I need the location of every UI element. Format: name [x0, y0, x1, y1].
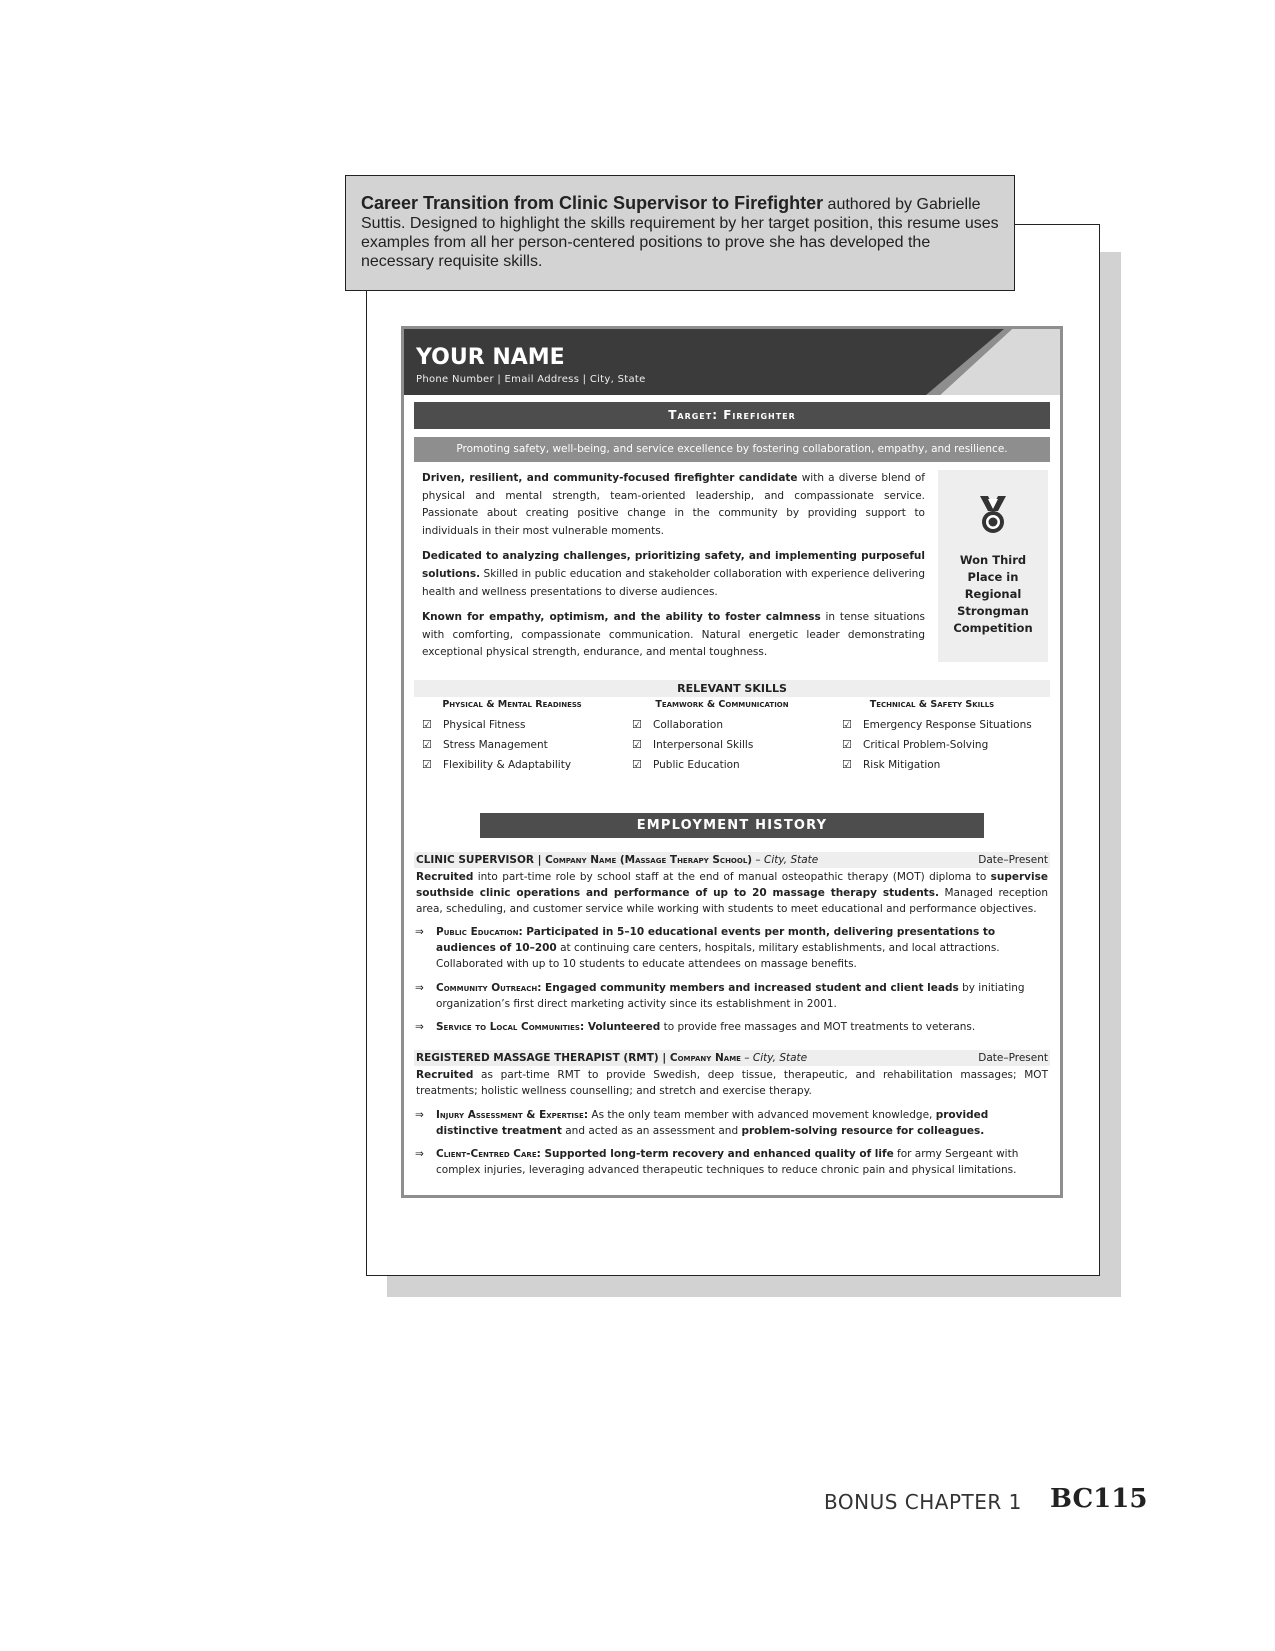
checkbox-icon: ☑ — [632, 718, 642, 731]
skill-label: Flexibility & Adaptability — [443, 759, 572, 771]
bullet-highlight: Engaged community members and increased student and client leads — [541, 981, 959, 994]
skill-label: Public Education — [653, 759, 740, 771]
caption-title: Career Transition from Clinic Supervisor to Firefighter — [361, 193, 824, 213]
bullet-highlight: Volunteered — [584, 1021, 661, 1034]
bullet-label: Injury Assessment & Expertise: — [436, 1108, 589, 1121]
checkbox-icon: ☑ — [632, 758, 642, 771]
skill-item — [632, 715, 842, 735]
job-description — [414, 870, 1050, 917]
skill-label: Risk Mitigation — [863, 759, 941, 771]
job-dates: Date–Present — [978, 854, 1048, 866]
bullet-text: by initiating organization’s first direct marketing activity since its establishment in 2001. — [436, 981, 1025, 1010]
job-description — [414, 1068, 1050, 1100]
job-company: Company Name — [669, 1052, 741, 1065]
caption-box — [345, 175, 1015, 291]
skill-column — [632, 699, 842, 775]
employment-list — [404, 852, 1060, 1179]
checkbox-icon: ☑ — [842, 738, 852, 751]
achievement-bullet — [414, 981, 1050, 1013]
skill-item — [422, 735, 632, 755]
bullet-highlight: problem-solving resource for colleagues. — [741, 1124, 985, 1137]
header-decoration — [860, 329, 1060, 395]
resume-name: YOUR NAME — [416, 345, 565, 370]
job-company: Company Name (Massage Therapy School) — [545, 854, 753, 866]
checkbox-icon: ☑ — [842, 718, 852, 731]
checkbox-icon: ☑ — [842, 758, 852, 771]
arrow-icon: ⇒ — [415, 1108, 424, 1121]
job-location: – City, State — [740, 1052, 808, 1065]
skill-item — [842, 755, 1052, 775]
achievement-bullet — [414, 1020, 1050, 1036]
skill-column-heading: Physical & Mental Readiness — [442, 699, 582, 710]
desc-text: into part-time role by school staff at the end of manual osteopathic therapy (MOT) diploma to — [473, 871, 991, 883]
skill-label: Physical Fitness — [443, 719, 526, 731]
bullet-text: and acted as an assessment and — [561, 1124, 742, 1137]
desc-lead: Recruited — [416, 1069, 474, 1082]
skill-label: Critical Problem-Solving — [863, 739, 989, 751]
desc-lead: Recruited — [416, 871, 474, 883]
summary-text: in tense situations with comforting, compassionate communication. Natural energetic leader demonstrating exceptional physical strength, endurance, and mental toughness. — [422, 611, 925, 659]
job-location: – City, State — [752, 854, 819, 866]
checkbox-icon: ☑ — [422, 718, 432, 731]
summary-paragraph — [422, 470, 925, 540]
checkbox-icon: ☑ — [422, 758, 432, 771]
bullet-text: As the only team member with advanced movement knowledge, — [588, 1108, 936, 1121]
bullet-highlight: Participated in 5–10 educational events per month, delivering presentations to audiences of 10–200 — [436, 926, 996, 955]
summary-lead: Driven, resilient, and community-focused firefighter candidate — [422, 472, 798, 484]
skill-column — [842, 699, 1052, 775]
summary-text: with a diverse blend of physical and mental strength, team-oriented leadership, and compassionate service. Passionate about creating positive change in the community by providing support to individuals in their most vulnerable moments. — [422, 472, 925, 537]
skill-label: Interpersonal Skills — [653, 739, 754, 751]
award-box — [938, 470, 1048, 662]
skill-item — [842, 735, 1052, 755]
footer-page-number: BC115 — [1050, 1484, 1148, 1514]
bullet-label: Community Outreach: — [436, 981, 542, 994]
skill-item — [632, 755, 842, 775]
tagline-banner: Promoting safety, well-being, and service excellence by fostering collaboration, empathy, and resilience. — [414, 437, 1050, 462]
desc-highlight: supervise southside clinic operations and performance of up to 20 massage therapy students. — [416, 871, 1048, 899]
summary-text: Skilled in public education and stakeholder collaboration with experience delivering health and wellness presentations to diverse audiences. — [422, 567, 925, 598]
skill-item — [422, 755, 632, 775]
skill-item — [842, 715, 1052, 735]
skills-grid — [414, 697, 1050, 797]
job-header — [414, 852, 1050, 868]
job-header — [414, 1050, 1050, 1066]
bullet-label: Client-Centred Care: — [436, 1148, 541, 1161]
checkbox-icon: ☑ — [422, 738, 432, 751]
summary-section — [414, 468, 1050, 676]
summary-paragraph — [422, 609, 925, 662]
caption-text: authored by Gabrielle Suttis. Designed to highlight the skills requirement by her target position, this resume uses examples from all her person-centered positions to prove she has developed the necessary requisite skills. — [361, 196, 999, 270]
award-text: Won Third Place in Regional Strongman Competition — [953, 553, 1033, 635]
employment-title: EMPLOYMENT HISTORY — [480, 813, 984, 838]
job-title: CLINIC SUPERVISOR | — [416, 854, 546, 866]
checkbox-icon: ☑ — [632, 738, 642, 751]
bullet-highlight: provided distinctive treatment — [436, 1108, 989, 1137]
bullet-text: for army Sergeant with complex injuries, leveraging advanced therapeutic techniques to reduce chronic pain and physical limitations. — [436, 1148, 1019, 1177]
bullet-highlight: Supported long-term recovery and enhanced quality of life — [540, 1148, 894, 1161]
summary-lead: Dedicated to analyzing challenges, prioritizing safety, and implementing purposeful solutions. — [422, 550, 925, 580]
skills-title: RELEVANT SKILLS — [414, 680, 1050, 697]
desc-text: Managed reception area, scheduling, and customer service while working with students to meet educational and performance objectives. — [416, 886, 1048, 915]
skill-label: Collaboration — [653, 719, 723, 731]
desc-text: as part-time RMT to provide Swedish, deep tissue, therapeutic, and rehabilitation massages; MOT treatments; holistic wellness counselling; and stretch and exercise therapy. — [416, 1069, 1048, 1097]
summary-paragraph — [422, 548, 925, 601]
skill-column-heading: Technical & Safety Skills — [869, 699, 995, 710]
medal-icon — [978, 494, 1008, 536]
bullet-text: at continuing care centers, hospitals, military establishments, and local attractions. Collaborated with up to 10 students to educate attendees on massage benefits. — [436, 942, 1000, 970]
summary-lead: Known for empathy, optimism, and the ability to foster calmness — [422, 611, 821, 624]
job-entry — [414, 1050, 1050, 1179]
arrow-icon: ⇒ — [415, 1148, 424, 1161]
resume-sample — [401, 326, 1063, 1198]
job-dates: Date–Present — [978, 1052, 1048, 1065]
bullet-text: to provide free massages and MOT treatments to veterans. — [660, 1021, 976, 1034]
arrow-icon: ⇒ — [415, 1021, 424, 1034]
resume-header — [404, 329, 1060, 395]
target-banner — [414, 402, 1050, 429]
bullet-label: Public Education: — [436, 926, 523, 939]
skill-column — [422, 699, 632, 775]
achievement-bullet — [414, 925, 1050, 972]
skill-label: Emergency Response Situations — [863, 719, 1032, 731]
arrow-icon: ⇒ — [415, 926, 424, 939]
skill-label: Stress Management — [443, 739, 548, 751]
skill-item — [632, 735, 842, 755]
target-text: Target: Firefighter — [668, 408, 796, 422]
arrow-icon: ⇒ — [415, 981, 424, 994]
bullet-label: Service to Local Communities: — [436, 1021, 585, 1034]
skill-column-heading: Teamwork & Communication — [655, 699, 789, 710]
achievement-bullet — [414, 1147, 1050, 1179]
footer-chapter: BONUS CHAPTER 1 — [824, 1490, 1022, 1514]
skill-item — [422, 715, 632, 735]
resume-contact: Phone Number | Email Address | City, State — [416, 374, 646, 385]
summary-paragraphs — [422, 470, 925, 670]
job-entry — [414, 852, 1050, 1036]
achievement-bullet — [414, 1108, 1050, 1140]
job-title: REGISTERED MASSAGE THERAPIST (RMT) | — [416, 1052, 670, 1065]
